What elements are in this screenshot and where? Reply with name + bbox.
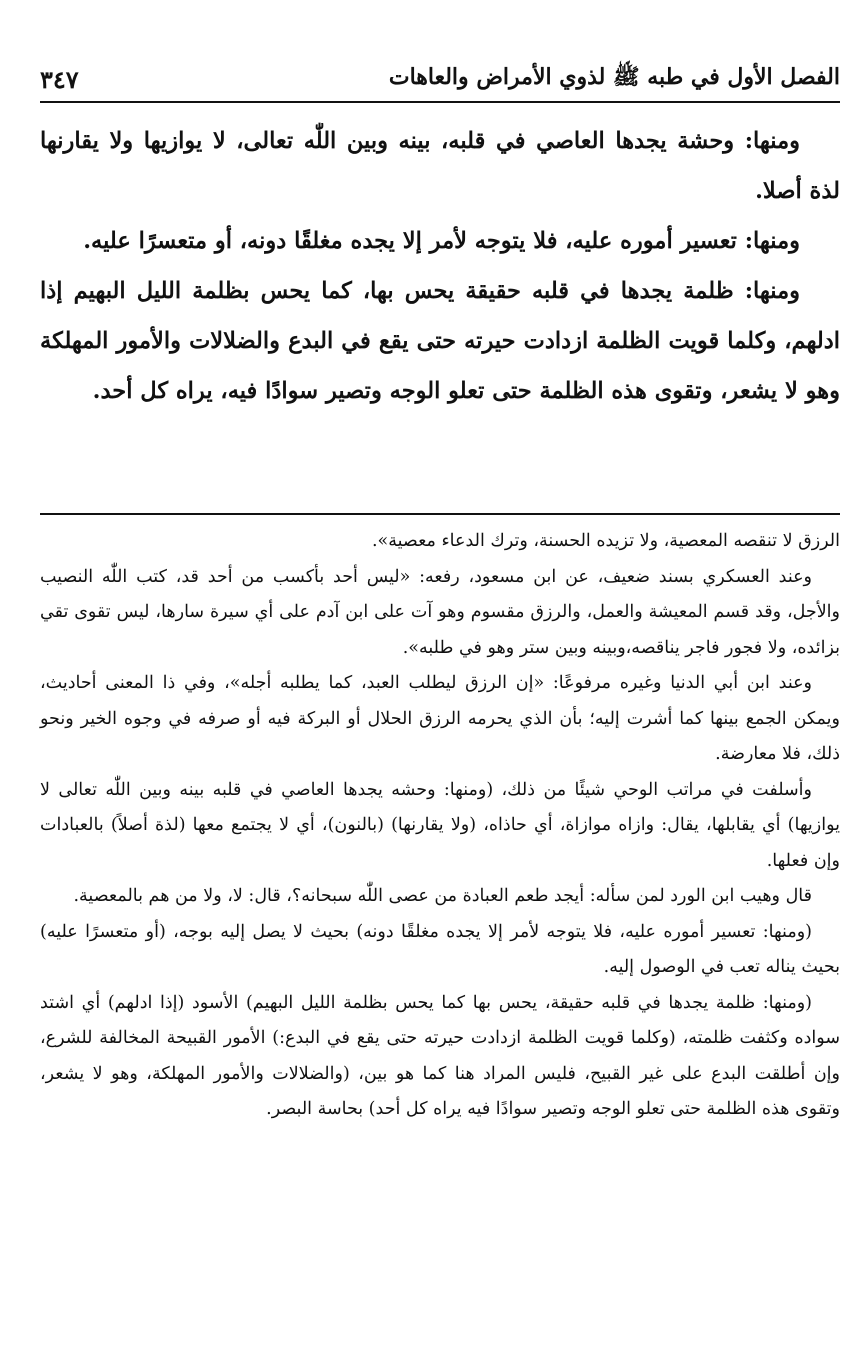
commentary-section — [40, 524, 840, 1128]
footnote-divider — [40, 513, 840, 515]
commentary-paragraph: وعند العسكري بسند ضعيف، عن ابن مسعود، رفعه: «ليس أحد بأكسب من أحد قد، كتب اللّٰه النصيب والأجل، وقد قسم المعيشة والعمل، والرزق مقسوم وهو آت على ابن آدم على أي سيرة سارها، ليس تقوى تقي بزائده، ولا فجور فاجر يناقصه،وبينه وبين ستر وهو في طلبه». — [40, 566, 840, 658]
header-divider — [40, 101, 840, 103]
book-page — [40, 0, 840, 1360]
running-header — [40, 58, 840, 100]
main-paragraph: ومنها: تعسير أموره عليه، فلا يتوجه لأمر إلا يجده مغلقًا دونه، أو متعسرًا عليه. — [83, 228, 800, 254]
commentary-paragraph: (ومنها: ظلمة يجدها في قلبه حقيقة، يحس بها كما يحس بظلمة الليل البهيم) الأسود (إذا ادلهم) أي اشتد سواده وكثفت ظلمته، (وكلما قويت الظلمة ازدادت حيرته حتى يقع في البدع:) الأمور القبيحة المخالفة للشرع، وإن أطلقت البدع على غير القبيح، فليس المراد هنا كما هو بين، (والضلالات والأمور المهلكة، وهو لا يشعر، وتقوى هذه الظلمة حتى تعلو الوجه وتصير سوادًا فيه يراه كل أحد) بحاسة البصر. — [40, 992, 840, 1119]
commentary-paragraph: (ومنها: تعسير أموره عليه، فلا يتوجه لأمر إلا يجده مغلقًا دونه) بحيث لا يصل إليه بوجه، (أو متعسرًا عليه) بحيث يناله تعب في الوصول إليه. — [40, 921, 840, 977]
main-text — [40, 116, 840, 416]
commentary-paragraph: وعند ابن أبي الدنيا وغيره مرفوعًا: «إن الرزق ليطلب العبد، كما يطلبه أجله»، وفي ذا المعنى أحاديث، ويمكن الجمع بينها كما أشرت إليه؛ بأن الذي يحرمه الرزق الحلال أو البركة فيه أو صرفه في وجوه الخير ونحو ذلك، فلا معارضة. — [40, 673, 840, 764]
page-number: ٣٤٧ — [40, 64, 79, 94]
commentary-paragraph: وأسلفت في مراتب الوحي شيئًا من ذلك، (ومنها: وحشه يجدها العاصي في قلبه بينه وبين اللّٰه تعالى لا يوازيها) أي يقابلها، يقال: وازاه موازاة، أي حاذاه، (ولا يقارنها) (بالنون)، أي لا يجتمع معها (لذة أصلاً) بالعبادات وإن فعلها. — [40, 779, 840, 871]
commentary-paragraph: الرزق لا تنقصه المعصية، ولا تزيده الحسنة، وترك الدعاء معصية». — [371, 531, 840, 551]
commentary-paragraph: قال وهيب ابن الورد لمن سأله: أيجد طعم العبادة من عصى اللّٰه سبحانه؟، قال: لا، ولا من هم بالمعصية. — [73, 886, 812, 906]
chapter-title: الفصل الأول في طبه ﷺ لذوي الأمراض والعاهات — [388, 64, 840, 90]
main-paragraph: ومنها: وحشة يجدها العاصي في قلبه، بينه وبين اللّٰه تعالى، لا يوازيها ولا يقارنها لذة أصلا. — [40, 128, 840, 204]
main-paragraph: ومنها: ظلمة يجدها في قلبه حقيقة يحس بها، كما يحس بظلمة الليل البهيم إذا ادلهم، وكلما قويت الظلمة ازدادت حيرته حتى يقع في البدع والضلالات والأمور المهلكة وهو لا يشعر، وتقوى هذه الظلمة حتى تعلو الوجه وتصير سوادًا فيه، يراه كل أحد. — [40, 278, 840, 404]
